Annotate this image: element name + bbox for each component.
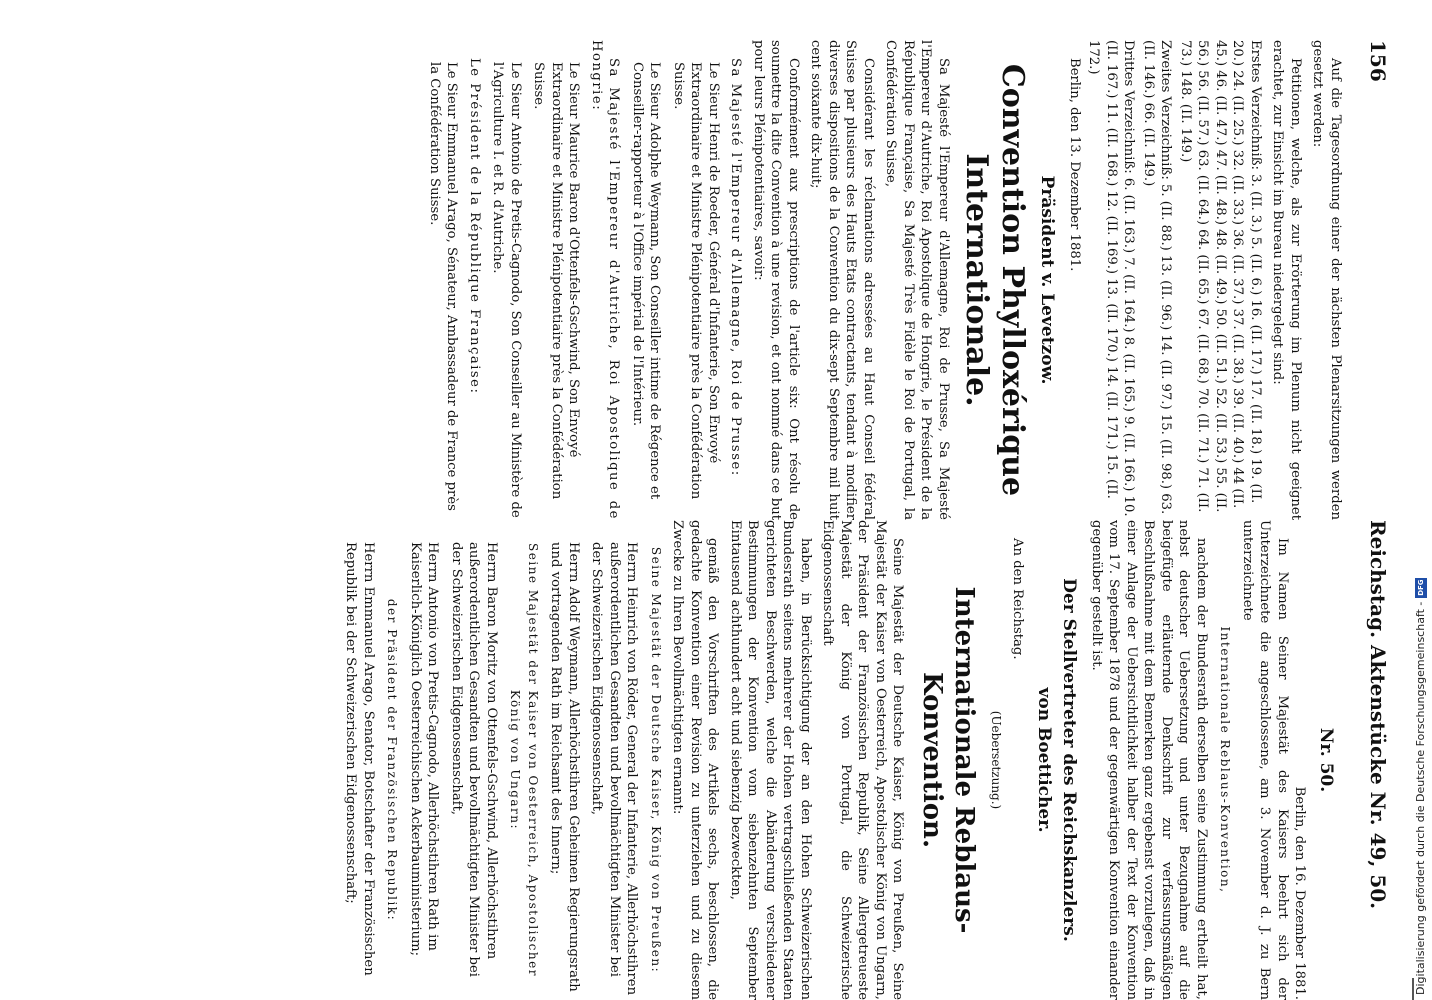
nr50-title: Nr. 50.: [1316, 727, 1336, 793]
page-header: [1350, 0, 1390, 1000]
nr50-at-1: Herrn Baron Moritz von Ottenfels-Gschwind, Allerhöchstihren außerordentlichen Gesandten und bevollmächtigten Minister bei der Schweizerischen Eidgenossenschaft,: [449, 542, 499, 978]
nr49-date: Berlin, den 13. Dezember 1881.: [1067, 58, 1082, 272]
running-title: [1366, 520, 1390, 909]
left-column: [420, 40, 1345, 520]
nr50-convention-name: Internationale Reblaus-Konvention,: [1218, 626, 1233, 894]
page-number: 156: [1366, 40, 1390, 82]
convention-fr-considering: Considérant les réclamations adressées au Haut Conseil fédéral Suisse par plusieurs des Hauts Etats contractants, tendant à modifier diverses dispositions de la Convention du dix-sept Septembre mil huit cent soixante dix-huit;: [808, 40, 876, 520]
nr50-considering: haben, in Berücksichtigung der an den Hohen Schweizerischen Bundesrath seitens mehrerer der Hohen vertragschließenden Staaten gerichteten Beschwerden, welche die Abänderung verschiedener Bestimmungen der Konvention vom siebenzehnten September Eintausend achthundert acht und siebenzig bezweckten,: [728, 520, 813, 1000]
nr49-item-3: Drittes Verzeichniß: 6. (II. 163.) 7. (II. 164.) 8. (II. 165.) 9. (II. 166.) 10. (II. 167.) 11. (II. 168.) 12. (II. 169.) 13. (II. 170.) 14. (II. 171.) 15. (II. 172.): [1086, 40, 1137, 517]
convention-fr-de-1: Le Sieur Henri de Roeder, Général d'Infanterie, Son Envoyé Extraordinaire et Ministre Plénipotentiaire près la Confédération Suisse.: [671, 62, 721, 500]
convention-fr-conformement: Conformément aux prescriptions de l'article six: Ont résolu de soumettre la dite Convention à une revision, et ont nommé dans ce but pour leurs Plénipotentiaires, savoir:: [751, 40, 801, 520]
dfg-logo-icon: DFG: [1416, 579, 1425, 596]
nr49-intro: Auf die Tagesordnung einer der nächsten Plenarsitzungen werden gesetzt werden:: [1310, 40, 1343, 520]
nr49-item-1: Erstes Verzeichniß: 3. (II. 3.) 5. (II. 6.) 16. (II. 17.) 17. (II. 18.) 19. (II. 20.) 24. (II. 25.) 32. (II. 33.) 36. (II. 37.) 37. (II. 38.) 39. (II. 40.) 44 (II. 45.) 46. (II. 47.) 47. (II. 48.) 48. (II. 49.) 50. (II. 51.) 52. (II. 53.) 55. (II. 56.) 56. (II. 57.) 63. (II. 64.) 64. (II. 65.) 67. (II. 68.) 70. (II. 71.) 71. (II. 73.) 148. (II. 149.): [1178, 40, 1263, 513]
digitization-footer: [1414, 578, 1427, 995]
convention-fr-de-2: Le Sieur Adolphe Weymann, Son Conseiller intime de Régence et Conseiller-rapporteur à l'Office impérial de l'Intérieur.: [630, 62, 663, 500]
nr50-fr-head: der Präsident der Französischen Republik:: [385, 598, 400, 922]
right-column: [336, 520, 1344, 1000]
convention-fr-de-head: Sa Majesté l'Empereur d'Allemagne, Roi de Prusse:: [728, 58, 744, 477]
nr50-resolved: gemäß den Vorschriften des Artikels sechs, beschlossen, die gedachte Konvention einer Revision zu unterziehen und zu diesem Zwecke zu Ihren Bevollmächtigten ernannt:: [670, 520, 721, 1000]
nr50-fr-1: Herrn Emmanuel Arago, Senator, Botschafter der Französischen Republik bei der Schweizerischen Eidgenossenschaft;: [343, 542, 376, 976]
convention-fr-fr-1: Le Sieur Emmanuel Arago, Sénateur, Ambassadeur de France près la Confédération Suisse.: [427, 62, 460, 511]
running-title-text: Reichstag. Aktenstücke Nr.: [1366, 520, 1390, 826]
nr50-body: nachdem der Bundesrath derselben seine Zustimmung ertheilt hat, nebst deutscher Uebersetzung und unter Bezugnahme auf die beigefügte erläuternde Denkschrift zur verfassungsmäßigen Beschlußnahme mit dem Bemerken ganz ergebenst vorzulegen, daß in einer Anlage der Uebersichtlichkeit halber der Text der Konvention vom 17. September 1878 und der gegenwärtigen Konvention einander gegenüber gestellt ist.: [1089, 520, 1209, 1000]
nr50-address: Im Namen Seiner Majestät des Kaisers beehrt sich der Unterzeichnete die angeschlossene, am 3. November d. J. zu Bern unterzeichnete: [1240, 520, 1290, 1000]
nr49-signature: Präsident v. Levetzow.: [1037, 175, 1058, 385]
convention-fr-at-head: Sa Majesté l'Empereur d'Autriche, Roi Apostolique de Hongrie:: [589, 40, 622, 520]
convention-fr-at-2: Le Sieur Antonio de Pretis-Cagnodo, Son Conseiller au Ministère de l'Agriculture I. et R. d'Autriche.: [490, 62, 523, 518]
nr50-at-2: Herrn Antonio von Pretis-Cagnodo, Allerhöchstihren Rath im Kaiserlich-Königlich Oesterreichischen Ackerbauministerium;: [408, 542, 441, 957]
nr50-date: Berlin, den 16. Dezember 1881.: [1292, 786, 1308, 1000]
nr50-recipient: An den Reichstag.: [1010, 538, 1026, 660]
convention-fr-at-1: Le Sieur Maurice Baron d'Ottenfels-Gschwind, Son Envoyé Extraordinaire et Ministre Plénipotentiaire près la Confédération Suisse.: [531, 62, 582, 500]
nr50-title-de: Internationale Reblaus-Konvention.: [917, 586, 980, 934]
convention-fr-title: Convention Phylloxérique Internationale.: [959, 63, 1030, 497]
nr49-intro2: Petitionen, welche, als zur Erörterung im Plenum nicht geeignet erachtet, zur Einsicht im Bureau niedergelegt sind:: [1270, 40, 1303, 520]
footer-text: Digitalisierung gefördert durch die Deutsche Forschungsgemeinschaft -: [1414, 601, 1427, 995]
nr50-signature: Der Stellvertreter des Reichskanzlers.: [1059, 578, 1080, 942]
nr50-at-head: Seine Majestät der Kaiser von Oesterreich, Apostolischer König von Ungarn:: [508, 543, 540, 977]
nr49-item-2: Zweites Verzeichniß: 5. (II. 88.) 13. (II. 96.) 14. (II. 97.) 15. (II. 98.) 63. (II. 146.) 66. (II. 149.): [1141, 40, 1174, 515]
nr50-translation-note: (Uebersetzung.): [989, 710, 1003, 810]
convention-fr-fr-head: Le Président de la République Française:: [467, 58, 482, 395]
nr50-preamble: Seine Majestät der Deutsche Kaiser, König von Preußen, Seine Majestät der Kaiser von Oesterreich, Apostolischer König von Ungarn, der Präsident der Französischen Republik, Seine Allergetreueste Majestät der König von Portugal, die Schweizerische Eidgenossenschaft: [820, 520, 906, 1000]
nr50-de-head: Seine Majestät der Deutsche Kaiser, König von Preußen:: [649, 546, 663, 974]
nr50-signature-name: von Boetticher.: [1034, 687, 1054, 833]
running-title-numbers: 49, 50.: [1366, 832, 1390, 910]
nr50-de-2: Herrn Adolf Weymann, Allerhöchstihren Geheimen Regierungsrath und vortragenden Rath im Reichsamt des Innern;: [548, 542, 581, 992]
convention-fr-preamble: Sa Majesté l'Empereur d'Allemagne, Roi de Prusse, Sa Majesté l'Empereur d'Autriche, Roi Apostolique de Hongrie, le Président de la République Française, Sa Majesté Très Fidèle le Roi de Portugal, la Confédération Suisse,: [883, 40, 951, 520]
nr50-de-1: Herrn Heinrich von Röder, General der Infanterie, Allerhöchstihren außerordentlichen Gesandten und bevollmächtigten Minister bei der Schweizerischen Eidgenossenschaft,: [589, 542, 640, 996]
